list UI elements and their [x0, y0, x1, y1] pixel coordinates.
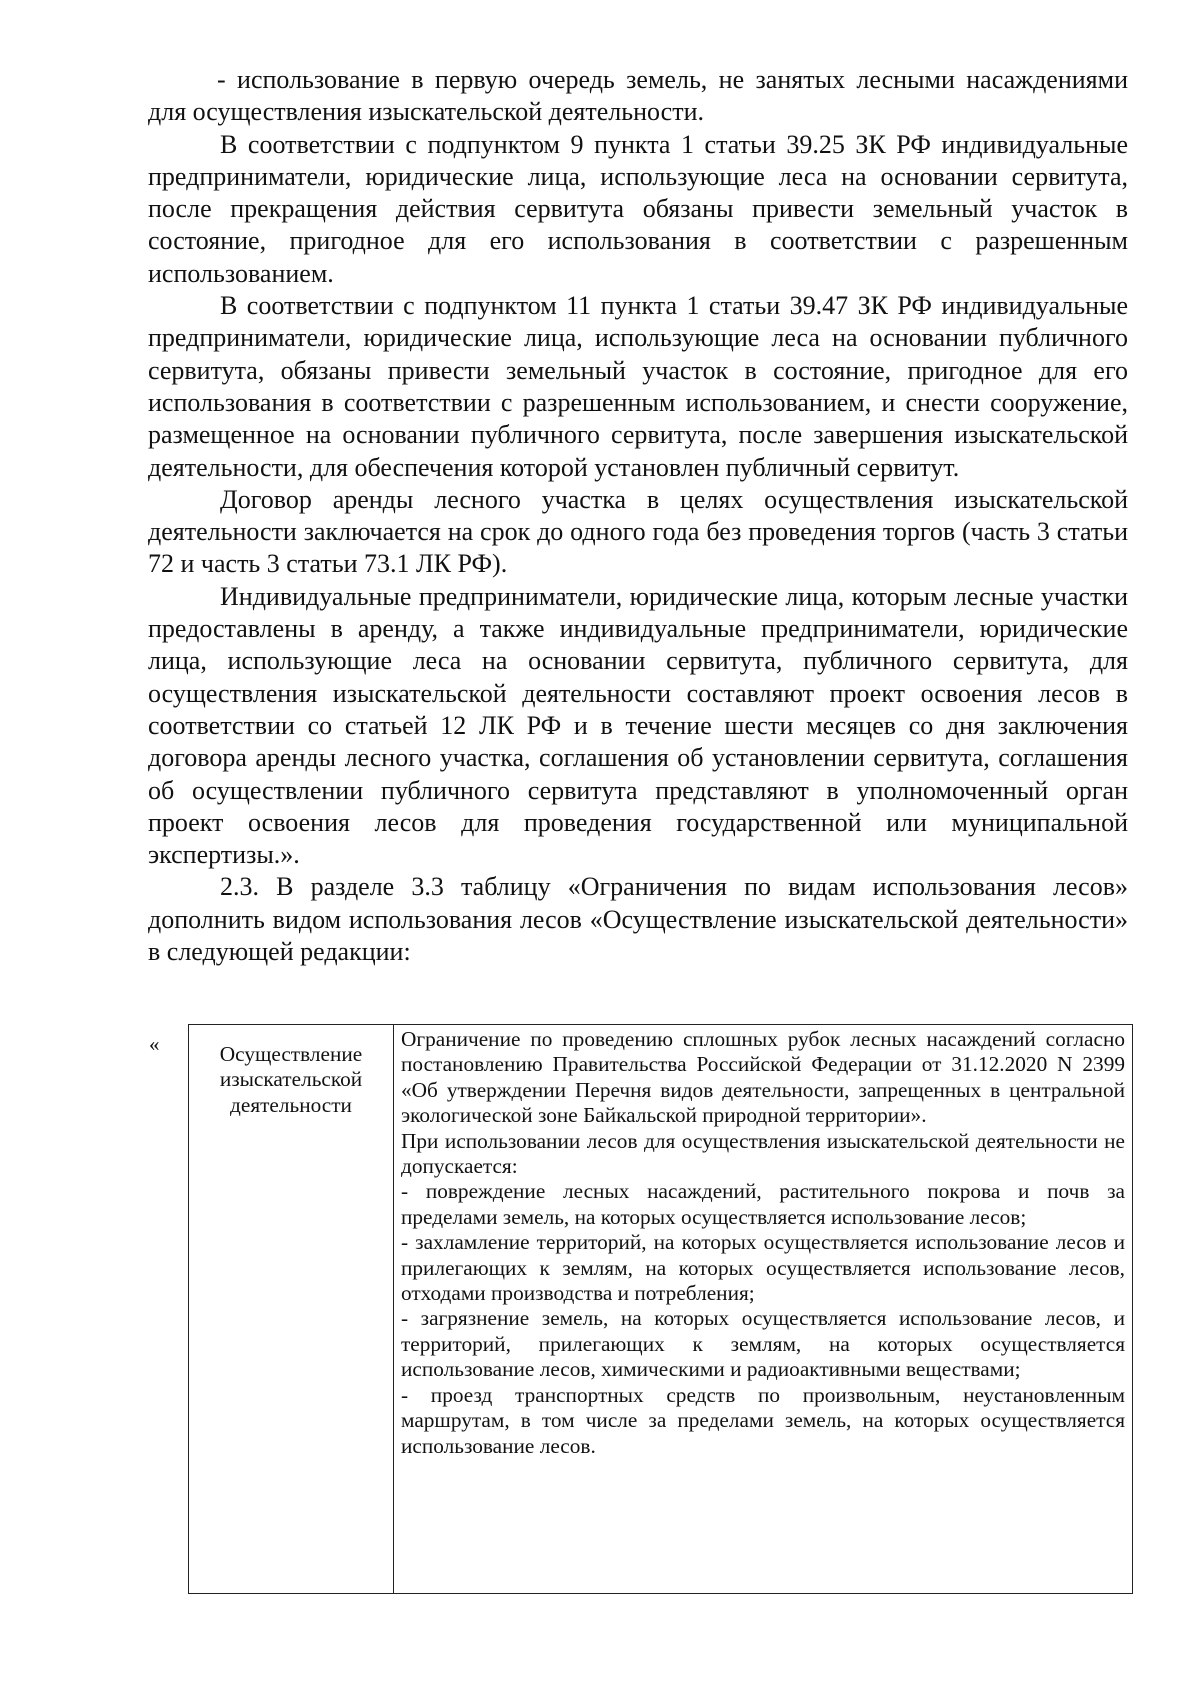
paragraph-servitude: В соответствии с подпунктом 9 пункта 1 статьи 39.25 ЗК РФ индивидуальные предприниматели, юридические лица, использующие леса на основании сервитута, после прекращения действия сервитута обязаны привести земельный участок в состояние, пригодное для его использования в соответствии с разрешенным использованием.: [148, 129, 1128, 288]
restriction-damage: - повреждение лесных насаждений, растительного покрова и почв за пределами земель, на которых осуществляется использование лесов;: [401, 1179, 1125, 1229]
body-text: [148, 64, 1128, 968]
table-open-quote: «: [149, 1032, 160, 1056]
paragraph-section-2-3: 2.3. В разделе 3.3 таблицу «Ограничения по видам использования лесов» дополнить видом использования лесов «Осуществление изыскательской деятельности» в следующей редакции:: [148, 872, 1128, 967]
paragraph-lease-term: Договор аренды лесного участка в целях осуществления изыскательской деятельности заключается на срок до одного года без проведения торгов (часть 3 статьи 72 и часть 3 статьи 73.1 ЛК РФ).: [148, 484, 1128, 579]
restriction-pollution: - загрязнение земель, на которых осуществляется использование лесов, и территорий, прилегающих к землям, на которых осуществляется использование лесов, химическими и радиоактивными веществами;: [401, 1306, 1125, 1382]
restriction-clearcut: Ограничение по проведению сплошных рубок лесных насаждений согласно постановлению Правительства Российской Федерации от 31.12.2020 N 2399 «Об утверждении Перечня видов деятельности, запрещенных в центральной экологической зоне Байкальской природной территории».: [401, 1027, 1125, 1128]
forest-use-kind-cell: Осуществление изыскательской деятельности: [189, 1025, 394, 1594]
paragraph-survey-lands: - использование в первую очередь земель, не занятых лесными насаждениями для осуществления изыскательской деятельности.: [148, 65, 1128, 127]
table-row: [189, 1025, 1133, 1594]
restriction-intro: При использовании лесов для осуществления изыскательской деятельности не допускается:: [401, 1128, 1125, 1179]
restriction-littering: - захламление территорий, на которых осуществляется использование лесов и прилегающих к землям, на которых осуществляется использование лесов, отходами производства и потребления;: [401, 1230, 1125, 1306]
paragraph-public-servitude: В соответствии с подпунктом 11 пункта 1 статьи 39.47 ЗК РФ индивидуальные предприниматели, юридические лица, использующие леса на основании публичного сервитута, обязаны привести земельный участок в состояние, пригодное для его использования в соответствии с разрешенным использованием, и снести сооружение, размещенное на основании публичного сервитута, после завершения изыскательской деятельности, для обеспечения которой установлен публичный сервитут.: [148, 291, 1128, 482]
restrictions-cell: [394, 1025, 1133, 1594]
restrictions-table: [188, 1024, 1133, 1594]
restriction-vehicles: - проезд транспортных средств по произвольным, неустановленным маршрутам, в том числе за пределами земель, на которых осуществляется использование лесов.: [401, 1382, 1125, 1458]
paragraph-development-project: Индивидуальные предприниматели, юридические лица, которым лесные участки предоставлены в аренду, а также индивидуальные предприниматели, юридические лица, использующие леса на основании сервитута, публичного сервитута, для осуществления изыскательской деятельности составляют проект освоения лесов в соответствии со статьей 12 ЛК РФ и в течение шести месяцев со дня заключения договора аренды лесного участка, соглашения об установлении сервитута, соглашения об осуществлении публичного сервитута представляют в уполномоченный орган проект освоения лесов для проведения государственной или муниципальной экспертизы.».: [148, 581, 1128, 870]
